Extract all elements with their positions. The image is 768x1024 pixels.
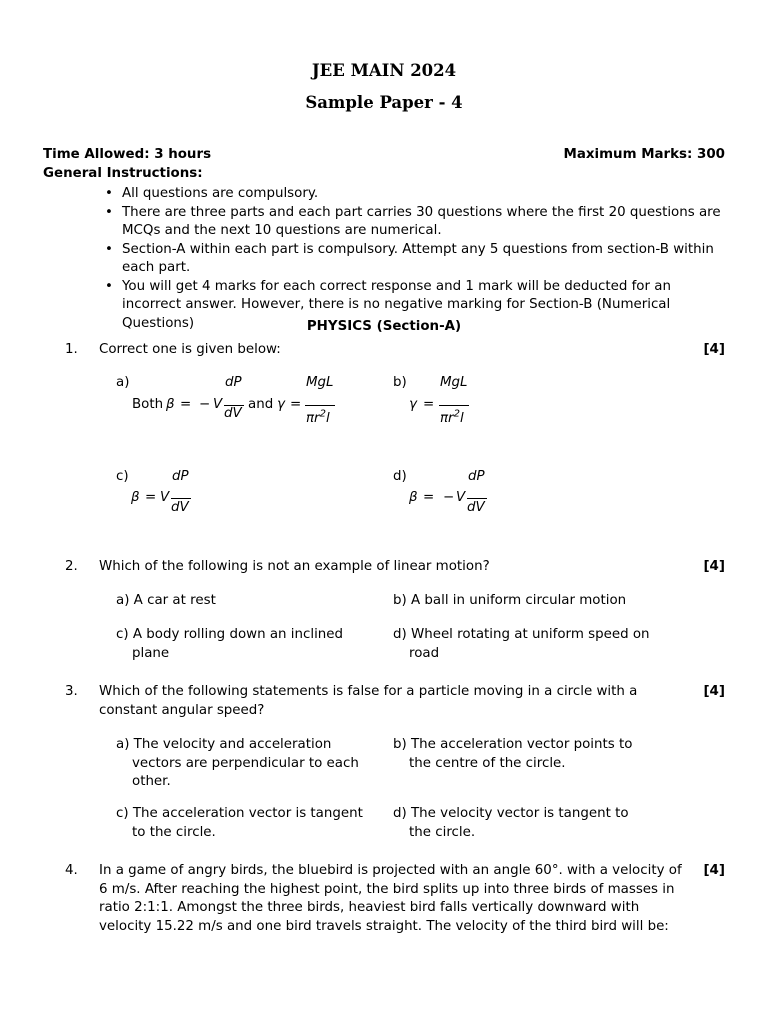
equals-sign: = [423,490,435,505]
option-a[interactable]: a) The velocity and acceleration vectors are perpendicular to each other. [116,737,359,789]
question-number: 2. [65,559,78,574]
minus-sign: − [443,490,455,505]
gamma-symbol: γ [277,397,285,412]
paper-title: JEE MAIN 2024 [311,61,457,80]
fraction-denominator: dV [467,500,485,515]
question-marks: [4] [703,684,725,699]
instruction-item: • Section-A within each part is compulsory. Attempt any 5 questions from section-B within each part. [100,241,728,278]
beta-symbol: β [131,490,140,505]
option-b[interactable]: b) The acceleration vector points to the centre of the circle. [393,737,633,771]
equals-sign: = [290,397,302,412]
instruction-item: • You will get 4 marks for each correct response and 1 mark will be deducted for an incorrect answer. However, there is no negative marking for Section-B (Numerical Questions) [100,278,728,334]
fraction-numerator: MgL [440,375,468,390]
variable-v: V [160,490,170,505]
question-number: 4. [65,863,78,878]
variable-v: V [456,490,466,505]
fraction-numerator: dP [172,469,189,484]
question-number: 1. [65,342,78,357]
time-allowed: Time Allowed: 3 hours [43,147,212,162]
option-c[interactable]: c) A body rolling down an inclined plane [116,627,344,661]
paper-subtitle: Sample Paper - 4 [305,93,463,112]
question-text: In a game of angry birds, the bluebird is projected with an angle 60°. with a velocity of 6 m/s. After reaching the highest point, the bird splits up into three birds of masses in ratio 2:1:1. Amongst the three birds, heaviest bird falls vertically downward with velocity 15.22 m/s and one bird travels straight. The velocity of the third bird will be: [99,863,682,934]
fraction-denominator: dV [224,406,242,421]
fraction-denominator: $\pi r^2l$ [306,408,330,426]
instruction-item: • All questions are compulsory. [100,185,728,204]
equals-sign: = [145,490,157,505]
question-number: 3. [65,684,78,699]
option-label: d) [393,469,407,484]
option-d[interactable]: d) The velocity vector is tangent to the circle. [393,806,629,840]
question-marks: [4] [703,863,725,878]
section-heading: PHYSICS (Section-A) [306,319,462,334]
option-label: c) [116,469,129,484]
word-both: Both [132,397,164,412]
option-d[interactable]: d) Wheel rotating at uniform speed on road [393,627,650,661]
word-and: and [248,397,274,412]
equals-sign: = [180,397,192,412]
equals-sign: = [423,397,435,412]
option-label: a) [116,375,130,390]
question-text: Which of the following is not an example of linear motion? [99,559,490,574]
option-b[interactable]: b) A ball in uniform circular motion [393,593,627,608]
fraction-numerator: dP [468,469,485,484]
question-text: Correct one is given below: [99,342,281,357]
question-text: Which of the following statements is false for a particle moving in a circle with a constant angular speed? [99,684,638,718]
fraction-bar [305,405,335,406]
fraction-bar [439,405,469,406]
fraction-denominator: dV [171,500,189,515]
option-a[interactable]: a) A car at rest [116,593,216,608]
maximum-marks: Maximum Marks: 300 [563,147,725,162]
instruction-item: • There are three parts and each part carries 30 questions where the first 20 questions are MCQs and the next 10 questions are numerical. [100,204,728,241]
gamma-symbol: γ [409,397,417,412]
option-label: b) [393,375,407,390]
beta-symbol: β [409,490,418,505]
beta-symbol: β [166,397,175,412]
minus-sign: − [199,397,211,412]
question-marks: [4] [703,342,725,357]
general-instructions-heading: General Instructions: [43,166,203,181]
option-c[interactable]: c) The acceleration vector is tangent to the circle. [116,806,363,840]
fraction-denominator: $\pi r^2l$ [440,408,464,426]
fraction-numerator: MgL [306,375,334,390]
question-marks: [4] [703,559,725,574]
fraction-numerator: dP [225,375,242,390]
variable-v: V [213,397,223,412]
instructions-list [100,185,728,333]
